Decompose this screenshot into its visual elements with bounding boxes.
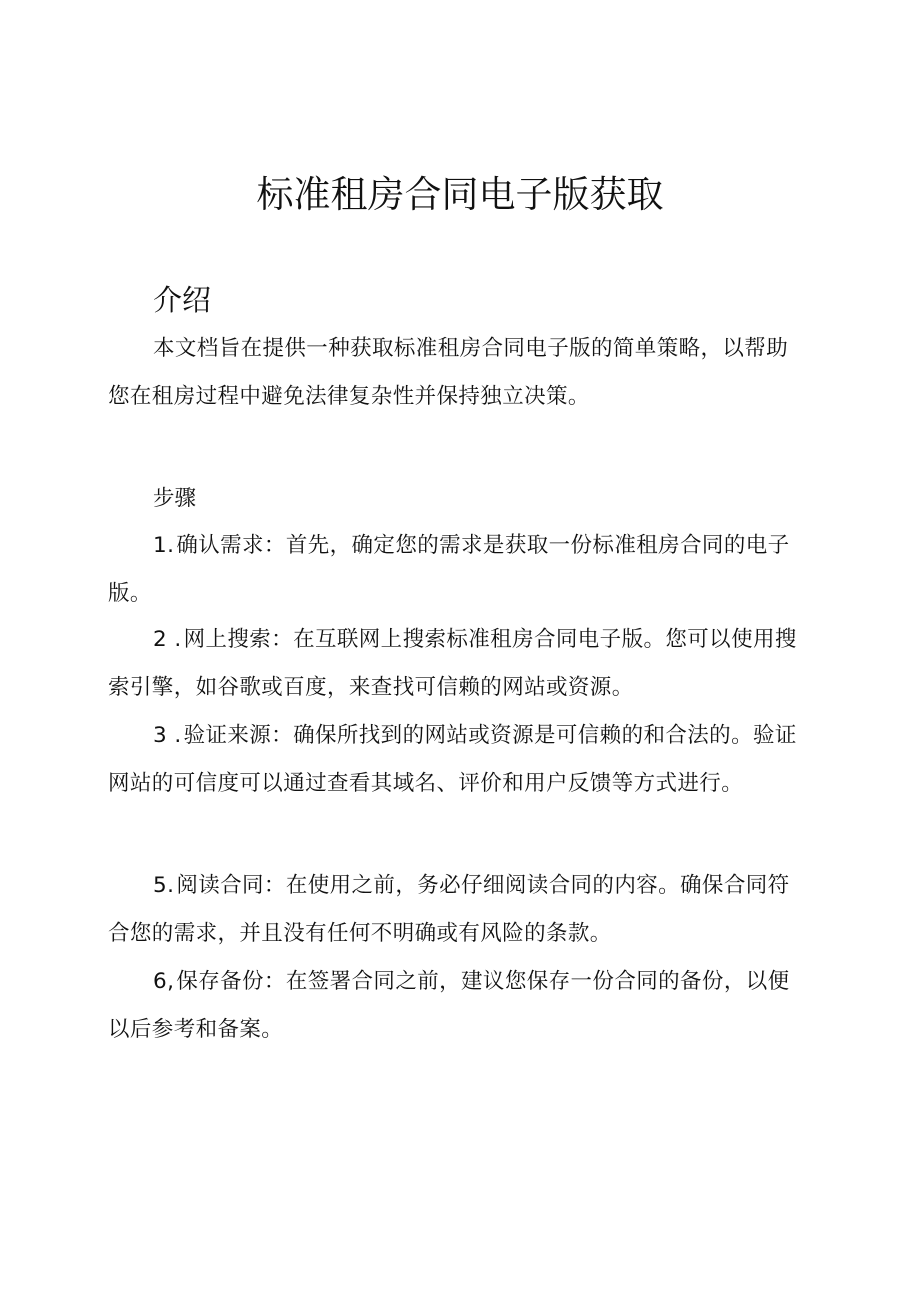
step-item	[108, 616, 808, 712]
intro-paragraph: 本文档旨在提供一种获取标准租房合同电子版的简单策略，以帮助您在租房过程中避免法律复杂性并保持独立决策。	[108, 336, 789, 409]
step-text: 确认需求：首先，确定您的需求是获取一份标准租房合同的电子版。	[108, 533, 790, 606]
document-title: 标准租房合同电子版获取	[256, 173, 664, 216]
step-item	[108, 862, 808, 958]
step-text: 网上搜索：在互联网上搜索标准租房合同电子版。您可以使用搜索引擎，如谷歌或百度，来查找可信赖的网站或资源。	[108, 627, 797, 700]
step-number: 1.	[153, 533, 175, 558]
step-number: 3 .	[153, 723, 182, 748]
intro-heading: 介绍	[153, 283, 212, 317]
step-number: 6,	[153, 969, 175, 994]
step-number: 5.	[153, 873, 175, 898]
step-item	[108, 522, 808, 618]
step-item	[108, 958, 808, 1054]
steps-label: 步骤	[153, 486, 197, 511]
step-number: 2 .	[153, 627, 182, 652]
step-text: 阅读合同：在使用之前，务必仔细阅读合同的内容。确保合同符合您的需求，并且没有任何不明确或有风险的条款。	[108, 873, 790, 946]
step-item	[108, 712, 808, 808]
step-text: 验证来源：确保所找到的网站或资源是可信赖的和合法的。验证网站的可信度可以通过查看其域名、评价和用户反馈等方式进行。	[108, 723, 797, 796]
step-text: 保存备份：在签署合同之前，建议您保存一份合同的备份，以便以后参考和备案。	[108, 969, 790, 1042]
